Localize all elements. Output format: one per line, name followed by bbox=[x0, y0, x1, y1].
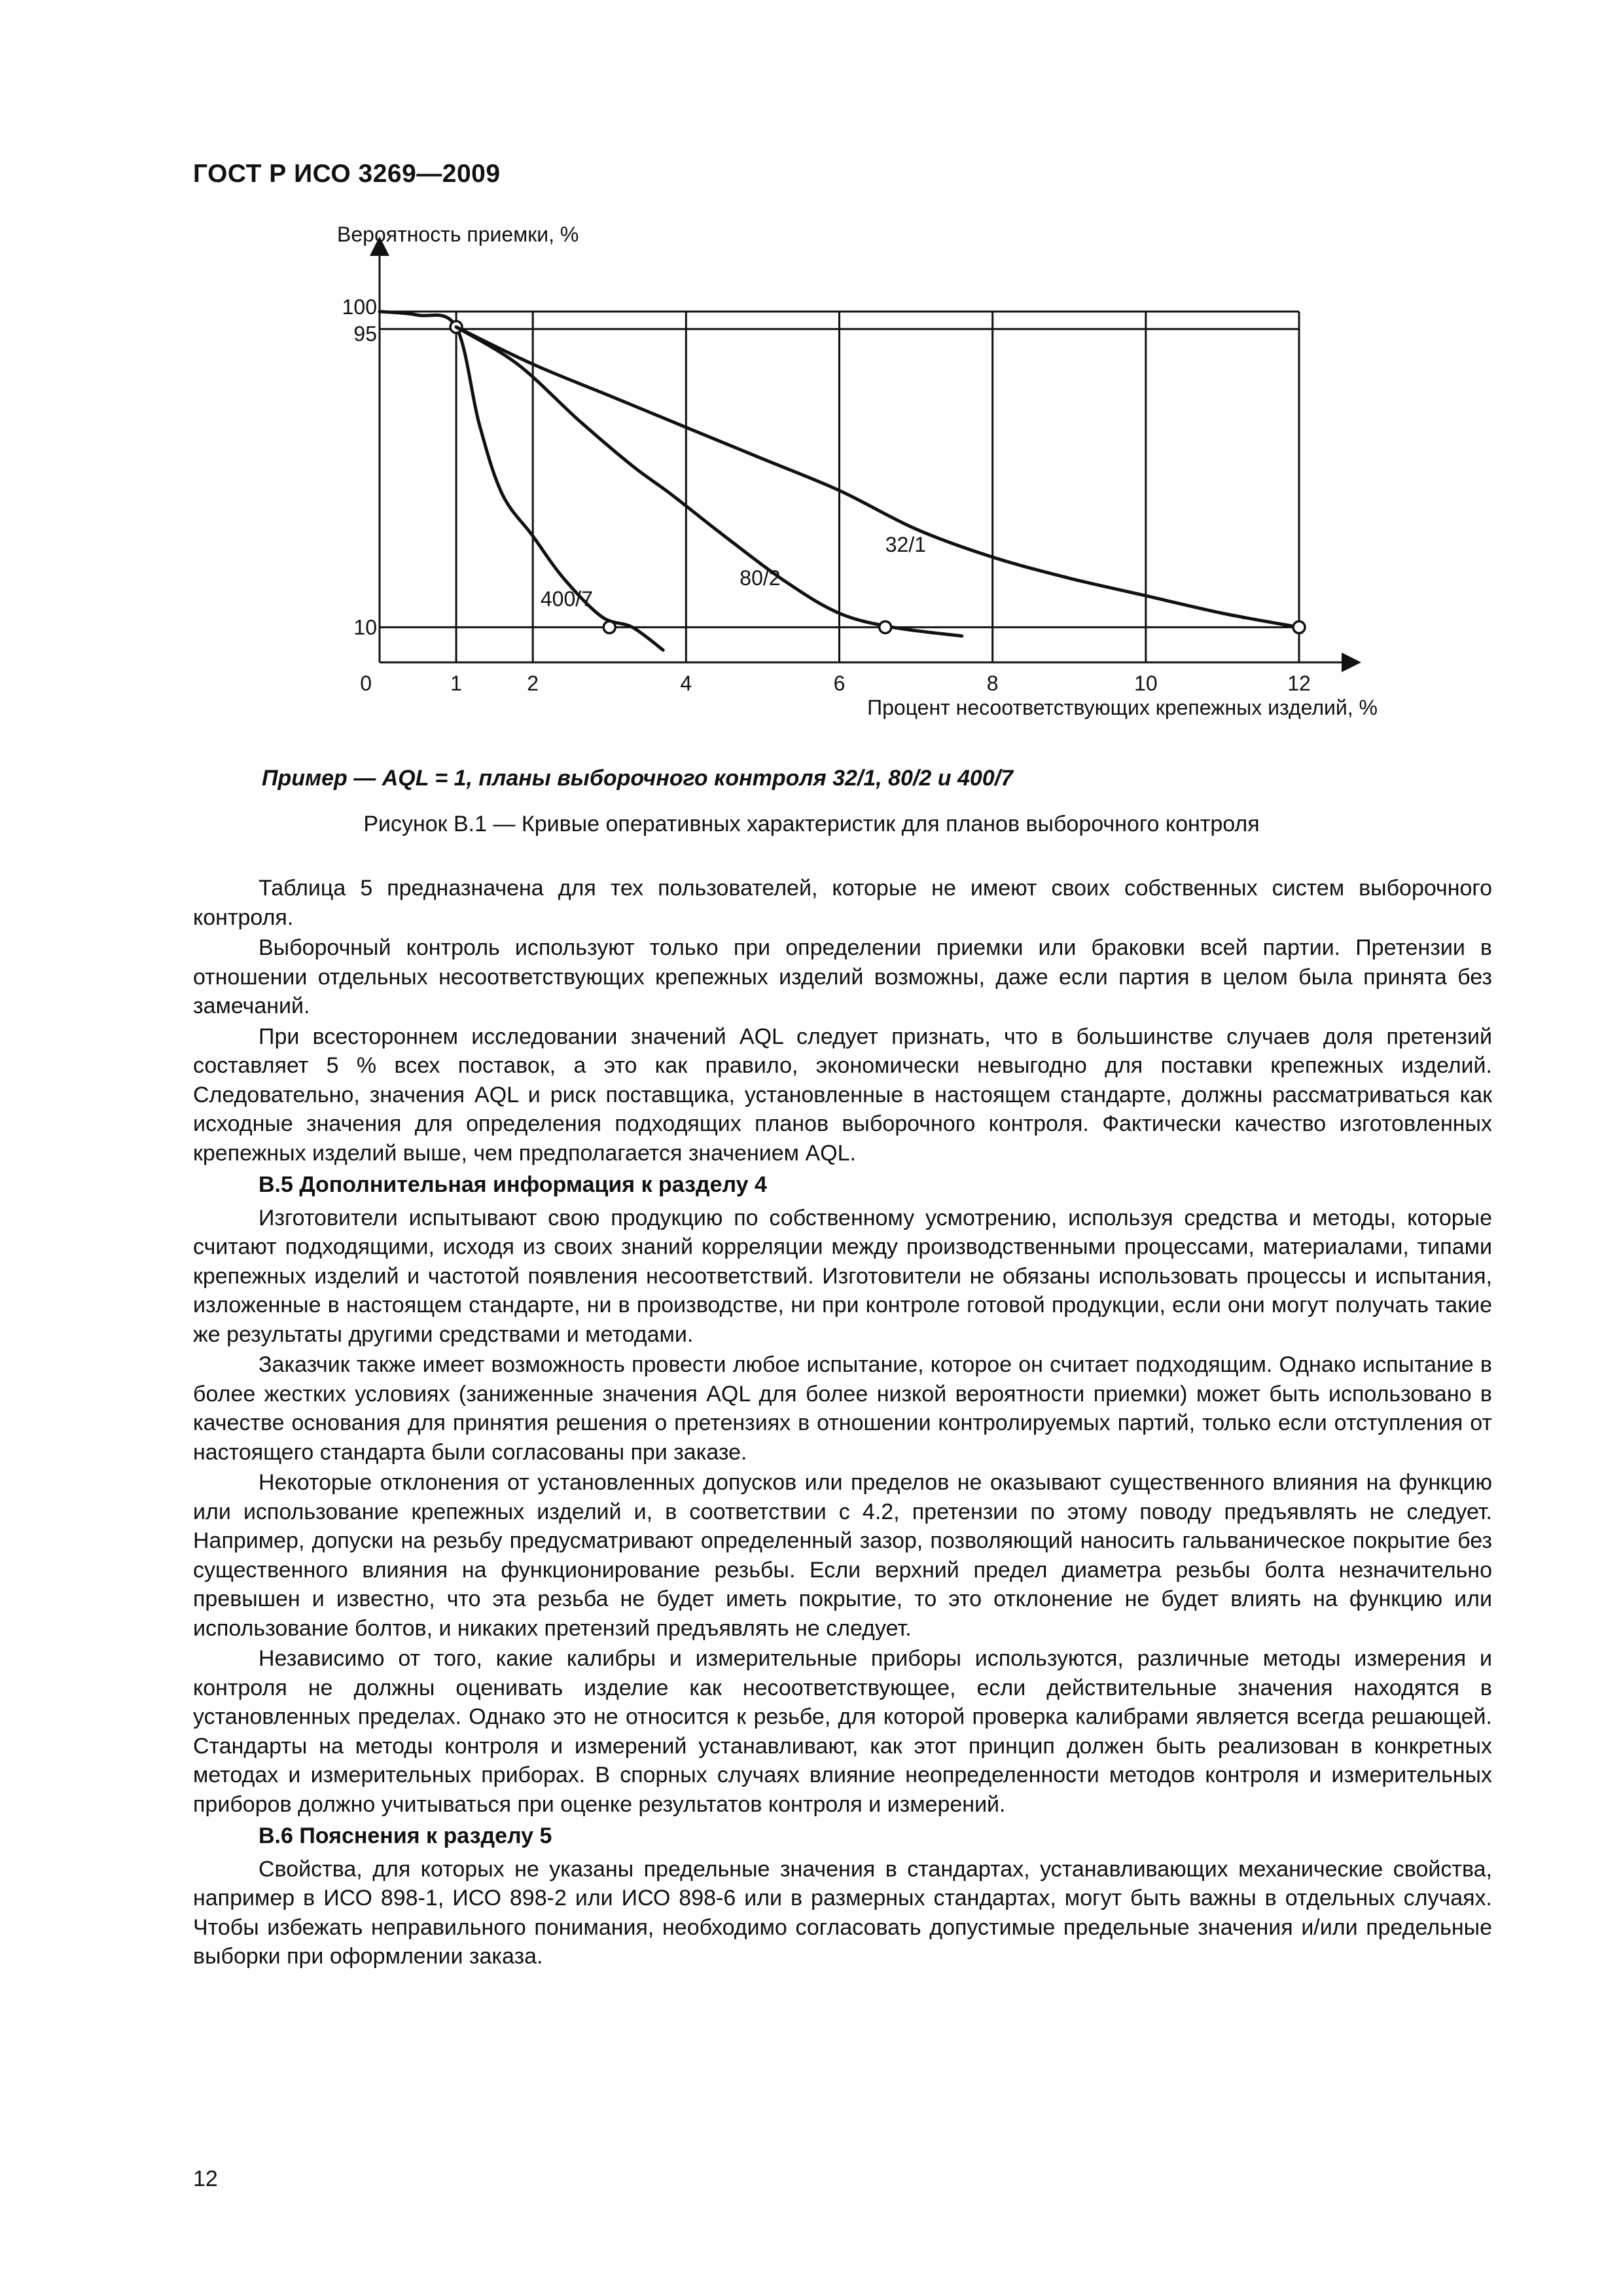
figure-example: Пример — AQL = 1, планы выборочного контроля 32/1, 80/2 и 400/7 bbox=[262, 766, 1014, 791]
paragraph: Свойства, для которых не указаны предельные значения в стандартах, устанавливающих механические свойства, например в ИСО 898-1, ИСО 898-2 или ИСО 898-6 или в размерных стандартах, могут быть важны в отдельных случаях. Чтобы избежать неправильного понимания, необходимо согласовать допустимые предельные значения и/или предельные выборки при оформлении заказа. bbox=[193, 1856, 1492, 1969]
x-tick-label: 1 bbox=[450, 672, 462, 695]
figure-caption: Рисунок В.1 — Кривые оперативных характеристик для планов выборочного контроля bbox=[363, 812, 1260, 836]
oc-curve-32-1 bbox=[456, 327, 1299, 628]
x-tick-label: 10 bbox=[1134, 672, 1158, 695]
oc-curve-400-7 bbox=[380, 312, 663, 650]
paragraph: Выборочный контроль используют только при определении приемки или браковки всей партии. Претензии в отношении отдельных несоответствующих крепежных изделий возможны, даже если партия в целом была принята без замечаний. bbox=[193, 935, 1492, 1018]
series-label: 400/7 bbox=[540, 587, 593, 611]
paragraph: Заказчик также имеет возможность провести любое испытание, которое он считает подходящим. Однако испытание в более жестких условиях (заниженные значения AQL для более низкой вероятности приемки) может быть использовано в качестве основания для принятия решения о претензиях в отношении контролируемых партий, только если отступления от настоящего стандарта были согласованы при заказе. bbox=[193, 1352, 1492, 1465]
x-tick-label: 4 bbox=[680, 672, 692, 695]
body-text bbox=[193, 874, 1492, 1973]
series-label: 32/1 bbox=[885, 533, 927, 557]
x-axis-label: Процент несоответствующих крепежных изделий, % bbox=[867, 696, 1378, 719]
paragraph: Изготовители испытывают свою продукцию по собственному усмотрению, используя средства и методы, которые считают подходящими, исходя из своих знаний корреляции между производственными процессами, материалами, типами крепежных изделий и частотой появления несоответствий. Изготовители не обязаны использовать процессы и испытания, изложенные в настоящем стандарте, ни в производстве, ни при контроле готовой продукции, если они могут получать такие же результаты другими средствами и методами. bbox=[193, 1205, 1492, 1347]
curve-point-marker bbox=[603, 621, 615, 633]
page-number: 12 bbox=[193, 2166, 218, 2191]
x-tick-label: 12 bbox=[1287, 672, 1311, 695]
x-tick-label: 2 bbox=[527, 672, 539, 695]
chart-curves bbox=[380, 312, 1305, 650]
y-tick-label: 10 bbox=[353, 615, 377, 639]
y-tick-label: 95 bbox=[353, 321, 377, 346]
series-label: 80/2 bbox=[740, 566, 781, 590]
oc-curves-chart bbox=[288, 223, 1400, 759]
y-axis-label: Вероятность приемки, % bbox=[337, 223, 579, 246]
paragraph: При всестороннем исследовании значений AQL следует признать, что в большинстве случаев доля претензий составляет 5 % всех поставок, а это как правило, экономически невыгодно для поставки крепежных изделий. Следовательно, значения AQL и риск поставщика, установленные в настоящем стандарте, должны рассматриваться как исходные значения для определения подходящих планов выборочного контроля. Фактически качество изготовленных крепежных изделий выше, чем предполагается значением AQL. bbox=[193, 1024, 1492, 1166]
paragraph: Независимо от того, какие калибры и измерительные приборы используются, различные методы измерения и контроля не должны оценивать изделие как несоответствующее, если действительные значения находятся в установленных пределах. Однако это не относится к резьбе, для которой проверка калибрами является всегда решающей. Стандарты на методы контроля и измерений устанавливают, как этот принцип должен быть реализован в конкретных методах и измерительных приборах. В спорных случаях влияние неопределенности методов контроля и измерительных приборов должно учитываться при оценке результатов контроля и измерений. bbox=[193, 1646, 1492, 1817]
curve-point-marker bbox=[1293, 621, 1305, 633]
section-heading-b6: В.6 Пояснения к разделу 5 bbox=[259, 1823, 552, 1848]
curve-point-marker bbox=[880, 621, 891, 633]
y-tick-label: 100 bbox=[342, 295, 377, 319]
section-heading-b5: В.5 Дополнительная информация к разделу 4 bbox=[259, 1172, 767, 1197]
x-tick-label: 6 bbox=[833, 672, 846, 695]
paragraph: Таблица 5 предназначена для тех пользователей, которые не имеют своих собственных систем выборочного контроля. bbox=[193, 876, 1492, 930]
document-header: ГОСТ Р ИСО 3269—2009 bbox=[193, 160, 501, 188]
x-tick-label: 8 bbox=[986, 672, 999, 695]
paragraph: Некоторые отклонения от установленных допусков или пределов не оказывают существенного влияния на функцию или использование крепежных изделий и, в соответствии с 4.2, претензии по этому поводу предъявлять не следует. Например, допуски на резьбу предусматривают определенный зазор, позволяющий наносить гальваническое покрытие без существенного влияния на функционирование резьбы. Если верхний предел диаметра резьбы болта незначительно превышен и известно, что эта резьба не будет иметь покрытие, то это отклонение не будет влиять на функцию или использование болтов, и никаких претензий предъявлять не следует. bbox=[193, 1470, 1492, 1641]
origin-label: 0 bbox=[360, 672, 372, 695]
chart-axes bbox=[380, 246, 1351, 662]
